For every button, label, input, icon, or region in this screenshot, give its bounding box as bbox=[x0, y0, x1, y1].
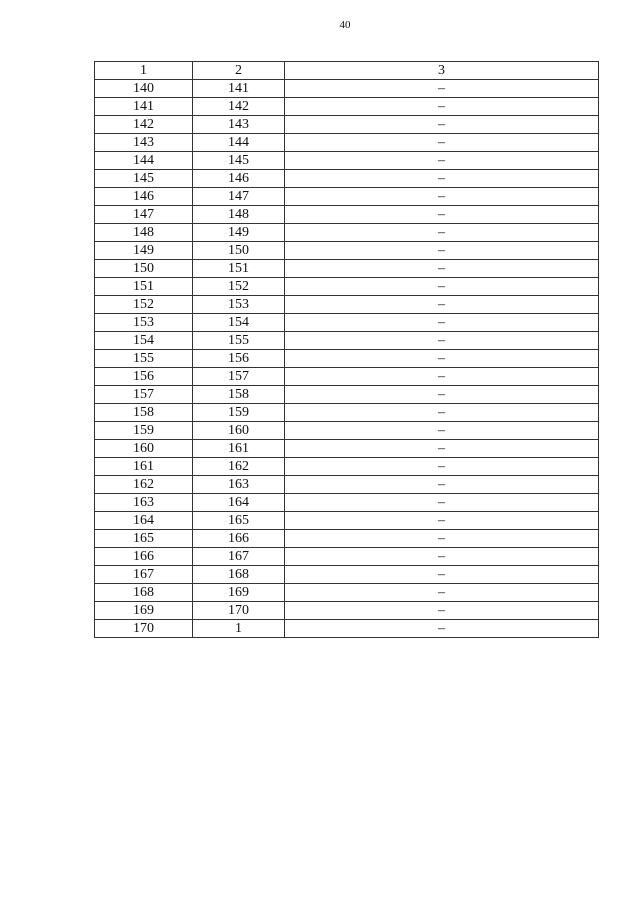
table-cell-col-3: – bbox=[285, 278, 599, 296]
table-header bbox=[95, 62, 599, 80]
table-cell-col-3: – bbox=[285, 602, 599, 620]
table-cell-col-2: 144 bbox=[193, 134, 285, 152]
table-cell-col-2: 151 bbox=[193, 260, 285, 278]
table-cell-col-2: 163 bbox=[193, 476, 285, 494]
table-cell-col-1: 148 bbox=[95, 224, 193, 242]
table-cell-col-2: 153 bbox=[193, 296, 285, 314]
table-row bbox=[95, 242, 599, 260]
table-row bbox=[95, 440, 599, 458]
table-cell-col-1: 169 bbox=[95, 602, 193, 620]
table-cell-col-2: 167 bbox=[193, 548, 285, 566]
table-cell-col-3: – bbox=[285, 620, 599, 638]
table-row bbox=[95, 278, 599, 296]
table-row bbox=[95, 602, 599, 620]
table-cell-col-2: 148 bbox=[193, 206, 285, 224]
table-cell-col-2: 159 bbox=[193, 404, 285, 422]
table-cell-col-1: 141 bbox=[95, 98, 193, 116]
table-cell-col-1: 168 bbox=[95, 584, 193, 602]
table-cell-col-3: – bbox=[285, 152, 599, 170]
table-row bbox=[95, 260, 599, 278]
table-cell-col-2: 145 bbox=[193, 152, 285, 170]
table-row bbox=[95, 458, 599, 476]
table-cell-col-2: 156 bbox=[193, 350, 285, 368]
table-cell-col-1: 143 bbox=[95, 134, 193, 152]
table-cell-col-3: – bbox=[285, 134, 599, 152]
table-cell-col-2: 150 bbox=[193, 242, 285, 260]
table-cell-col-1: 145 bbox=[95, 170, 193, 188]
table-cell-col-2: 162 bbox=[193, 458, 285, 476]
table-cell-col-2: 1 bbox=[193, 620, 285, 638]
table-cell-col-1: 157 bbox=[95, 386, 193, 404]
table-cell-col-2: 164 bbox=[193, 494, 285, 512]
table-cell-col-1: 162 bbox=[95, 476, 193, 494]
table-cell-col-3: – bbox=[285, 80, 599, 98]
table-cell-col-3: – bbox=[285, 98, 599, 116]
table-cell-col-3: – bbox=[285, 188, 599, 206]
table-row bbox=[95, 512, 599, 530]
table-cell-col-3: – bbox=[285, 512, 599, 530]
table-row bbox=[95, 584, 599, 602]
table-cell-col-1: 166 bbox=[95, 548, 193, 566]
table-row bbox=[95, 332, 599, 350]
table-cell-col-2: 157 bbox=[193, 368, 285, 386]
table-cell-col-1: 146 bbox=[95, 188, 193, 206]
table-row bbox=[95, 548, 599, 566]
table-cell-col-2: 160 bbox=[193, 422, 285, 440]
table-header-row bbox=[95, 62, 599, 80]
table-cell-col-1: 147 bbox=[95, 206, 193, 224]
table-row bbox=[95, 98, 599, 116]
table-cell-col-1: 156 bbox=[95, 368, 193, 386]
table-cell-col-2: 158 bbox=[193, 386, 285, 404]
table-cell-col-3: – bbox=[285, 566, 599, 584]
table-cell-col-2: 168 bbox=[193, 566, 285, 584]
table-cell-col-1: 159 bbox=[95, 422, 193, 440]
table-row bbox=[95, 404, 599, 422]
table-cell-col-3: – bbox=[285, 260, 599, 278]
table-row bbox=[95, 386, 599, 404]
table-cell-col-1: 158 bbox=[95, 404, 193, 422]
table-cell-col-3: – bbox=[285, 206, 599, 224]
table-cell-col-3: – bbox=[285, 494, 599, 512]
table-cell-col-2: 169 bbox=[193, 584, 285, 602]
table-cell-col-1: 167 bbox=[95, 566, 193, 584]
table-cell-col-1: 165 bbox=[95, 530, 193, 548]
table-cell-col-3: – bbox=[285, 386, 599, 404]
table-cell-col-2: 143 bbox=[193, 116, 285, 134]
table-cell-col-3: – bbox=[285, 332, 599, 350]
table-cell-col-3: – bbox=[285, 530, 599, 548]
table-row bbox=[95, 368, 599, 386]
table-cell-col-1: 149 bbox=[95, 242, 193, 260]
table-cell-col-2: 147 bbox=[193, 188, 285, 206]
table-row bbox=[95, 494, 599, 512]
table-row bbox=[95, 188, 599, 206]
table-cell-col-1: 154 bbox=[95, 332, 193, 350]
table-cell-col-1: 160 bbox=[95, 440, 193, 458]
table-row bbox=[95, 152, 599, 170]
table-row bbox=[95, 620, 599, 638]
table-cell-col-3: – bbox=[285, 368, 599, 386]
table-cell-col-3: – bbox=[285, 314, 599, 332]
table-cell-col-3: – bbox=[285, 458, 599, 476]
table-cell-col-1: 170 bbox=[95, 620, 193, 638]
column-header-2: 2 bbox=[193, 62, 285, 80]
table-row bbox=[95, 422, 599, 440]
column-header-3: 3 bbox=[285, 62, 599, 80]
table-cell-col-1: 164 bbox=[95, 512, 193, 530]
table-cell-col-1: 142 bbox=[95, 116, 193, 134]
table-cell-col-1: 161 bbox=[95, 458, 193, 476]
table-cell-col-3: – bbox=[285, 350, 599, 368]
table-cell-col-2: 161 bbox=[193, 440, 285, 458]
table-row bbox=[95, 206, 599, 224]
table-cell-col-3: – bbox=[285, 440, 599, 458]
column-header-1: 1 bbox=[95, 62, 193, 80]
table-cell-col-1: 152 bbox=[95, 296, 193, 314]
table-cell-col-1: 140 bbox=[95, 80, 193, 98]
table-row bbox=[95, 530, 599, 548]
table-cell-col-3: – bbox=[285, 224, 599, 242]
table-cell-col-1: 151 bbox=[95, 278, 193, 296]
table-row bbox=[95, 476, 599, 494]
table-cell-col-1: 163 bbox=[95, 494, 193, 512]
table-body bbox=[95, 80, 599, 638]
table-row bbox=[95, 170, 599, 188]
table-cell-col-3: – bbox=[285, 296, 599, 314]
table-cell-col-3: – bbox=[285, 584, 599, 602]
table-cell-col-3: – bbox=[285, 170, 599, 188]
table-cell-col-2: 154 bbox=[193, 314, 285, 332]
table-cell-col-2: 165 bbox=[193, 512, 285, 530]
table-cell-col-2: 146 bbox=[193, 170, 285, 188]
table-row bbox=[95, 314, 599, 332]
page-number: 40 bbox=[339, 19, 351, 31]
table-row bbox=[95, 296, 599, 314]
table-cell-col-2: 141 bbox=[193, 80, 285, 98]
table-row bbox=[95, 350, 599, 368]
table-cell-col-3: – bbox=[285, 422, 599, 440]
table-row bbox=[95, 566, 599, 584]
data-table bbox=[94, 61, 599, 638]
table-row bbox=[95, 224, 599, 242]
table-cell-col-2: 170 bbox=[193, 602, 285, 620]
table-cell-col-1: 150 bbox=[95, 260, 193, 278]
table-cell-col-3: – bbox=[285, 476, 599, 494]
table-cell-col-2: 142 bbox=[193, 98, 285, 116]
table-cell-col-2: 152 bbox=[193, 278, 285, 296]
table-row bbox=[95, 134, 599, 152]
table-cell-col-3: – bbox=[285, 242, 599, 260]
table-cell-col-3: – bbox=[285, 404, 599, 422]
table-cell-col-2: 166 bbox=[193, 530, 285, 548]
table-row bbox=[95, 80, 599, 98]
table-cell-col-1: 153 bbox=[95, 314, 193, 332]
table-row bbox=[95, 116, 599, 134]
table-cell-col-3: – bbox=[285, 116, 599, 134]
table-cell-col-2: 155 bbox=[193, 332, 285, 350]
table-cell-col-2: 149 bbox=[193, 224, 285, 242]
table-cell-col-1: 155 bbox=[95, 350, 193, 368]
table-cell-col-1: 144 bbox=[95, 152, 193, 170]
table-cell-col-3: – bbox=[285, 548, 599, 566]
